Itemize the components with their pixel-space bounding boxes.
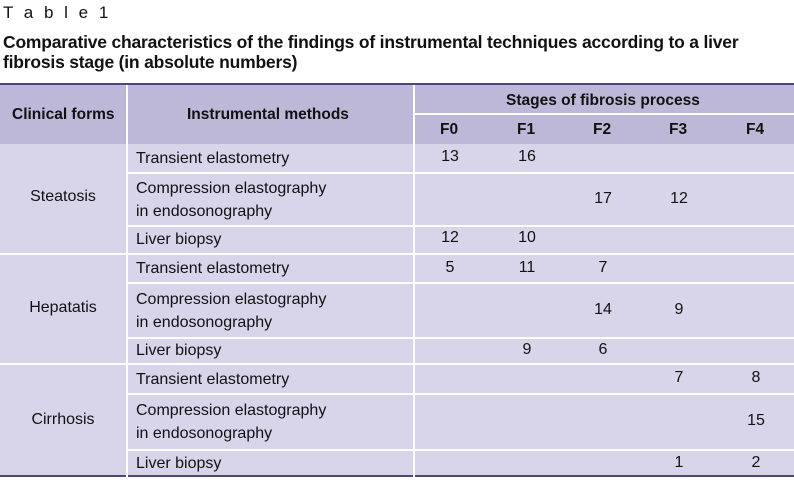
value-cell: 14: [594, 300, 612, 318]
clinical-form-label: Steatosis: [30, 188, 96, 205]
value-cell: 15: [747, 412, 765, 430]
header-divider: [413, 113, 794, 115]
header-instrumental-methods: Instrumental methods: [187, 106, 349, 123]
method-label: [136, 399, 326, 445]
row-divider: [126, 337, 794, 339]
value-cell: 12: [670, 189, 688, 207]
value-cell: 7: [598, 258, 608, 276]
value-cell: 5: [445, 258, 455, 276]
method-label: [136, 177, 326, 223]
method-label-line: in endosonography: [136, 425, 273, 443]
column-divider: [126, 85, 128, 477]
method-label-line: Compression elastography: [136, 402, 327, 420]
header-f2: F2: [593, 121, 612, 138]
value-cell: 1: [674, 453, 684, 471]
method-label: [136, 368, 289, 391]
header-clinical-forms: Clinical forms: [12, 106, 115, 123]
value-cell: 6: [598, 340, 608, 358]
method-label-line: in endosonography: [136, 313, 273, 331]
column-divider: [413, 85, 415, 477]
row-divider: [126, 172, 794, 174]
method-label-line: Transient elastometry: [136, 149, 290, 167]
method-label: [136, 228, 221, 251]
method-label-line: Liver biopsy: [136, 455, 222, 473]
value-cell: 2: [751, 453, 761, 471]
value-cell: 7: [674, 369, 684, 387]
row-divider: [126, 282, 794, 284]
method-label: [136, 288, 326, 334]
row-divider: [126, 449, 794, 451]
method-label-line: Compression elastography: [136, 290, 327, 308]
header-f0: F0: [440, 121, 459, 138]
method-label: [136, 147, 289, 170]
method-label-line: Liver biopsy: [136, 342, 222, 360]
row-divider: [126, 393, 794, 395]
header-f4: F4: [746, 121, 765, 138]
value-cell: 8: [751, 369, 761, 387]
method-label: [136, 452, 221, 475]
row-divider: [126, 225, 794, 227]
method-label-line: Liver biopsy: [136, 230, 222, 248]
group-divider: [0, 363, 794, 365]
clinical-form-label: Hepatatis: [29, 299, 97, 316]
value-cell: 13: [441, 148, 459, 166]
value-cell: 9: [674, 300, 684, 318]
clinical-form-label: Cirrhosis: [31, 410, 95, 428]
method-label-line: Transient elastometry: [136, 370, 290, 388]
value-cell: 10: [518, 229, 536, 247]
value-cell: 17: [594, 189, 612, 207]
method-label-line: Transient elastometry: [136, 260, 290, 278]
fibrosis-table: [0, 83, 794, 477]
header-f3: F3: [669, 121, 688, 138]
header-f1: F1: [517, 121, 536, 138]
group-divider: [0, 253, 794, 255]
method-label: [136, 257, 289, 280]
table-caption: Comparative characteristics of the findings of instrumental techniques according to a liver fibrosis stage (in absolute numbers): [3, 32, 739, 72]
value-cell: 11: [518, 258, 536, 276]
value-cell: 12: [441, 229, 459, 247]
table-label: T a b l e 1: [3, 3, 112, 22]
header-stages: Stages of fibrosis process: [506, 92, 700, 109]
value-cell: 9: [522, 340, 532, 358]
method-label-line: in endosonography: [136, 202, 273, 220]
method-label-line: Compression elastography: [136, 179, 327, 197]
value-cell: 16: [518, 148, 536, 166]
method-label: [136, 339, 221, 362]
